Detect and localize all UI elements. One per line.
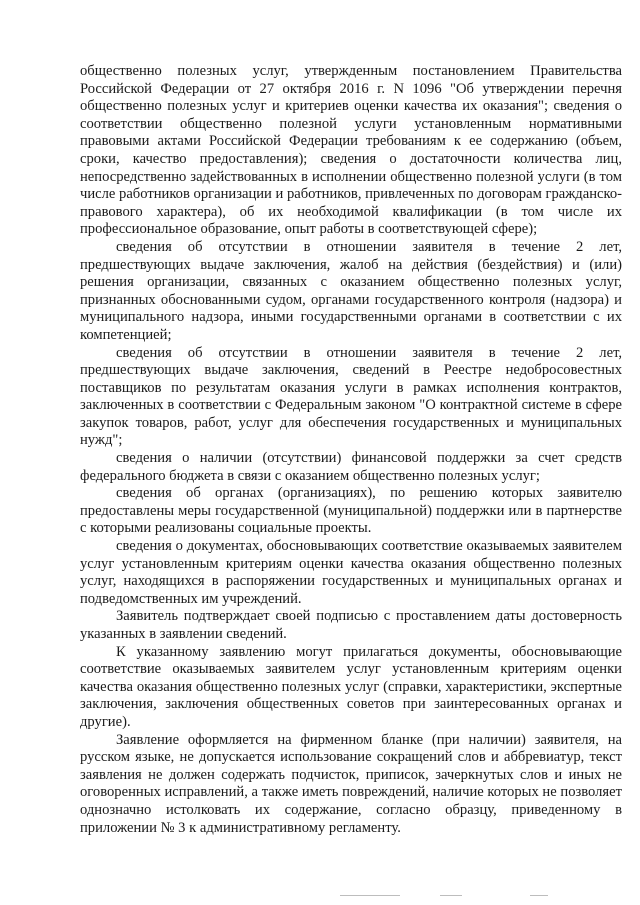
scan-artifact-line (530, 895, 548, 896)
scan-artifact-line (440, 895, 462, 896)
paragraph-6: сведения о документах, обосновывающих соответствие оказываемых заявителем услуг установленным критериям оценки качества оказания общественно полезных услуг, находящихся в распоряжении государственных и муниципальных органах и подведомственных им учреждений. (80, 538, 622, 607)
document-body (80, 63, 622, 837)
paragraph-5: сведения об органах (организациях), по решению которых заявителю предоставлены меры государственной (муниципальной) поддержки или в партнерстве с которыми реализованы социальные проекты. (80, 485, 622, 537)
scan-artifact-line (340, 895, 400, 896)
paragraph-8: К указанному заявлению могут прилагаться документы, обосновывающие соответствие оказываемых заявителем услуг установленным критериям оценки качества оказания общественно полезных услуг (справки, характеристики, экспертные заключения, заключения общественных советов при заинтересованных органах и другие). (80, 643, 622, 730)
paragraph-7: Заявитель подтверждает своей подписью с проставлением даты достоверность указанных в заявлении сведений. (80, 608, 622, 642)
paragraph-4: сведения о наличии (отсутствии) финансовой поддержки за счет средств федерального бюджета в связи с оказанием общественно полезных услуг; (80, 450, 622, 484)
paragraph-3: сведения об отсутствии в отношении заявителя в течение 2 лет, предшествующих выдаче заключения, сведений в Реестре недобросовестных поставщиков по результатам оказания услуги в рамках исполнения контрактов, заключенных в соответствии с Федеральным законом "О контрактной системе в сфере закупок товаров, работ, услуг для обеспечения государственных и муниципальных нужд"; (80, 344, 622, 449)
paragraph-1: общественно полезных услуг, утвержденным постановлением Правительства Российской Федерации от 27 октября 2016 г. N 1096 "Об утверждении перечня общественно полезных услуг и критериев оценки качества их оказания"; сведения о соответствии общественно полезной услуги установленным нормативными правовыми актами Российской Федерации требованиям к ее содержанию (объем, сроки, качество предоставления); сведения о достаточности количества лиц, непосредственно задействованных в исполнении общественно полезной услуги (в том числе работников организации и работников, привлеченных по договорам гражданско-правового характера), об их необходимой квалификации (в том числе их профессиональное образование, опыт работы в соответствующей сфере); (80, 63, 622, 238)
paragraph-9: Заявление оформляется на фирменном бланке (при наличии) заявителя, на русском языке, не допускается использование сокращений слов и аббревиатур, текст заявления не должен содержать подчисток, приписок, зачеркнутых слов и иных не оговоренных исправлений, а также иметь повреждений, наличие которых не позволяет однозначно истолковать их содержание, согласно образцу, приведенному в приложении № 3 к административному регламенту. (80, 731, 622, 836)
paragraph-2: сведения об отсутствии в отношении заявителя в течение 2 лет, предшествующих выдаче заключения, жалоб на действия (бездействия) и (или) решения организации, связанных с оказанием общественно полезных услуг, признанных обоснованными судом, органами государственного контроля (надзора) и муниципального надзора, иными государственными органами в соответствии с их компетенцией; (80, 238, 622, 343)
